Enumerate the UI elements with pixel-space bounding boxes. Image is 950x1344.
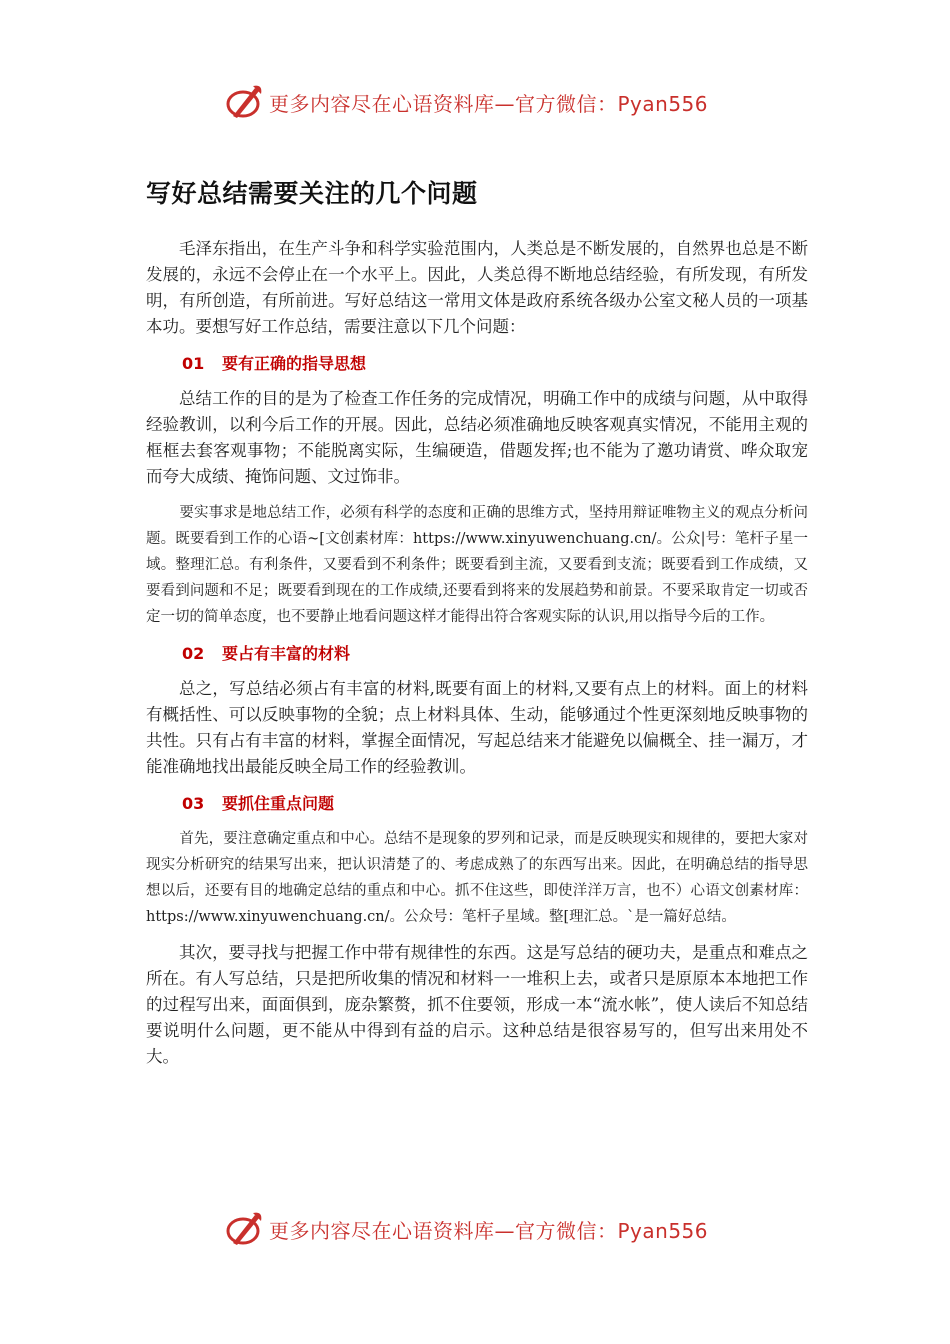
- quill-logo-icon: [225, 82, 265, 122]
- section-03-paragraph-1: 首先，要注意确定重点和中心。总结不是现象的罗列和记录，而是反映现实和规律的，要把大家对现实分析研究的结果写出来，把认识清楚了的、考虑成熟了的东西写出来。因此，在明确总结的指导思想以后，还要有目的地确定总结的重点和中心。抓不住这些，即使洋洋万言，也不）心语文创素材库：https://www.xinyuwenchuang.cn/。公众号：笔杆子星域。整[理汇总。`是一篇好总结。: [146, 831, 808, 925]
- section-heading-03: [146, 790, 808, 818]
- header-banner-text: 更多内容尽在心语资料库—官方微信：Pyan556: [269, 91, 709, 116]
- section-number: 03: [182, 794, 205, 813]
- section-title: 要占有丰富的材料: [222, 644, 351, 663]
- section-heading-01: [146, 350, 808, 378]
- document-body: [146, 172, 808, 1080]
- header-banner: [225, 82, 725, 122]
- section-03-paragraph-2: 其次，要寻找与把握工作中带有规律性的东西。这是写总结的硬功夫，是重点和难点之所在。有人写总结，只是把所收集的情况和材料一一堆积上去，或者只是原原本本地把工作的过程写出来，面面俱到，庞杂繁赘，抓不住要领，形成一本“流水帐”，使人读后不知总结要说明什么问题，更不能从中得到有益的启示。这种总结是很容易写的，但写出来用处不大。: [146, 943, 808, 1066]
- section-number: 01: [182, 354, 205, 373]
- document-title: 写好总结需要关注的几个问题: [146, 179, 478, 208]
- footer-banner: [225, 1209, 725, 1249]
- section-02-paragraph-1: 总之，写总结必须占有丰富的材料,既要有面上的材料,又要有点上的材料。面上的材料有概括性、可以反映事物的全貌；点上材料具体、生动，能够通过个性更深刻地反映事物的共性。只有占有丰富的材料，掌握全面情况，写起总结来才能避免以偏概全、挂一漏万，才能准确地找出最能反映全局工作的经验教训。: [146, 679, 808, 776]
- section-heading-02: [146, 640, 808, 668]
- section-title: 要抓住重点问题: [222, 794, 335, 813]
- intro-paragraph: 毛泽东指出，在生产斗争和科学实验范围内，人类总是不断发展的，自然界也总是不断发展的，永远不会停止在一个水平上。因此，人类总得不断地总结经验，有所发现，有所发明，有所创造，有所前进。写好总结这一常用文体是政府系统各级办公室文秘人员的一项基本功。要想写好工作总结，需要注意以下几个问题：: [146, 239, 808, 336]
- quill-logo-icon: [225, 1209, 265, 1249]
- section-01-paragraph-1: 总结工作的目的是为了检查工作任务的完成情况，明确工作中的成绩与问题，从中取得经验教训，以利今后工作的开展。因此，总结必须准确地反映客观真实情况，不能用主观的框框去套客观事物；不能脱离实际，生编硬造，借题发挥;也不能为了邀功请赏、哗众取宠而夸大成绩、掩饰问题、文过饰非。: [146, 389, 808, 486]
- section-01-paragraph-2: 要实事求是地总结工作，必须有科学的态度和正确的思维方式，坚持用辩证唯物主义的观点分析问题。既要看到工作的心语~[文创素材库：https://www.xinyuwenchuang.cn/。公众|号：笔杆子星一域。整理汇总。有利条件，又要看到不利条件；既要看到主流，又要看到支流；既要看到工作成绩，又要看到问题和不足；既要看到现在的工作成绩,还要看到将来的发展趋势和前景。不要采取肯定一切或否定一切的简单态度，也不要静止地看问题这样才能得出符合客观实际的认识,用以指导今后的工作。: [146, 505, 808, 625]
- section-number: 02: [182, 644, 205, 663]
- section-title: 要有正确的指导思想: [222, 354, 367, 373]
- footer-banner-text: 更多内容尽在心语资料库—官方微信：Pyan556: [269, 1218, 709, 1243]
